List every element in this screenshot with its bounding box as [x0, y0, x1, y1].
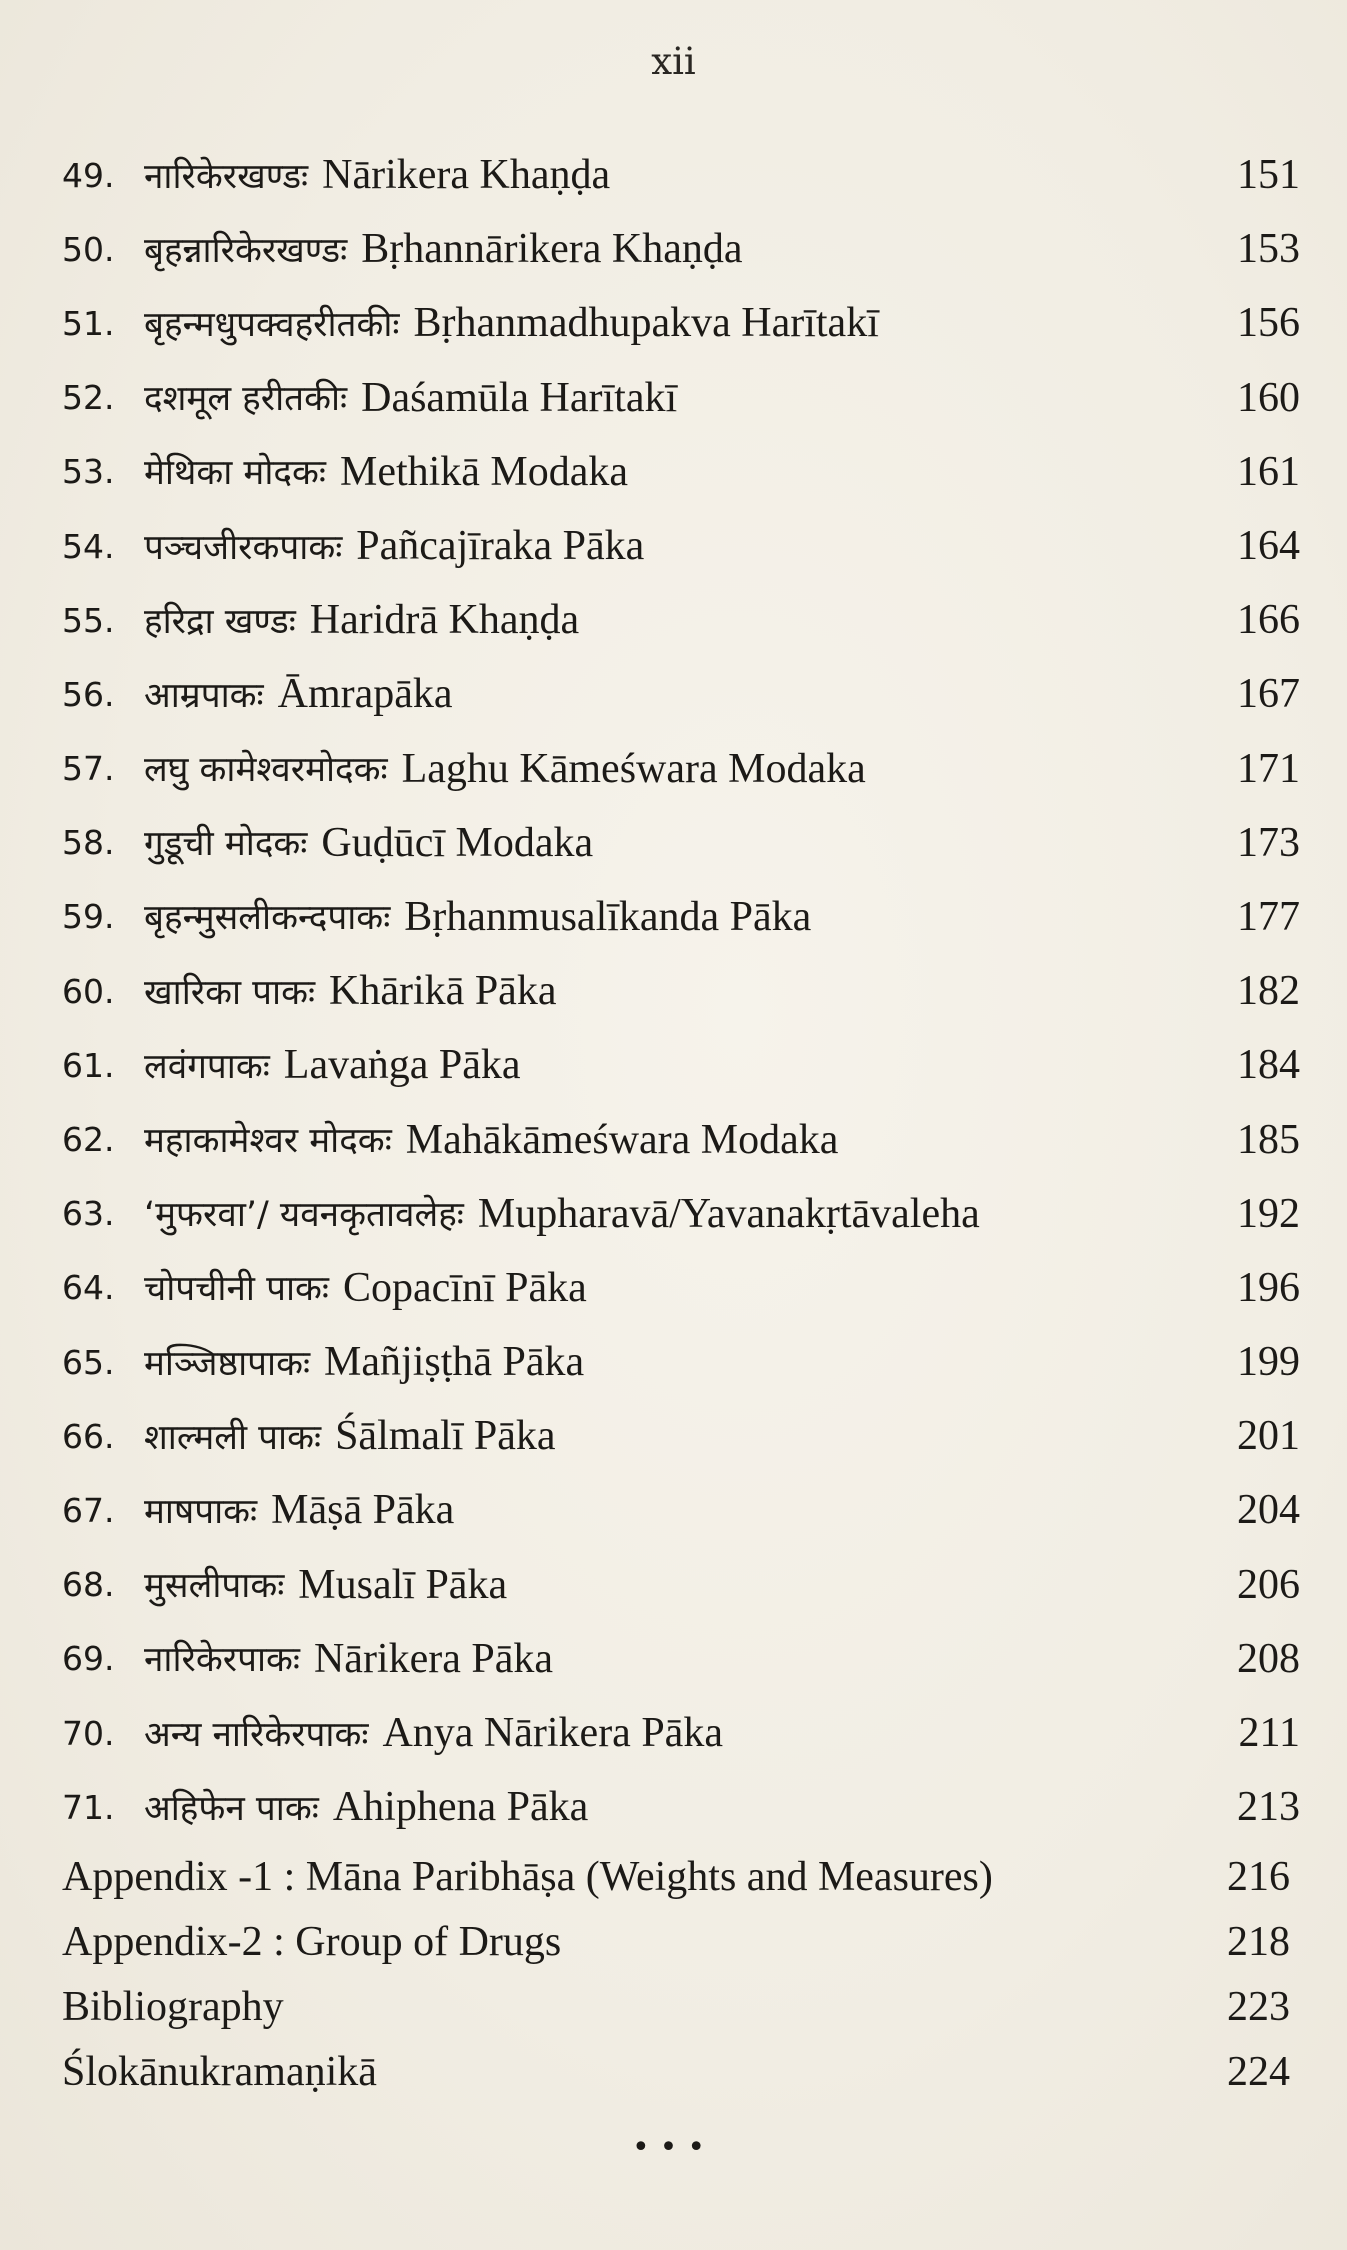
entry-number: 60.	[62, 971, 115, 1011]
appendix-title: Appendix-2 : Group of Drugs	[62, 1918, 562, 1965]
entry-roman-title: Daśamūla Harītakī	[361, 374, 678, 421]
toc-entry	[62, 1399, 1300, 1473]
entry-number: 66.	[62, 1416, 115, 1456]
entry-roman-title: Māṣā Pāka	[271, 1487, 455, 1534]
appendix-page-number: 218	[1227, 1918, 1290, 1965]
toc-entry	[62, 1473, 1300, 1547]
toc-entry	[62, 732, 1300, 806]
end-ornament: •••	[631, 2130, 716, 2165]
entry-devanagari-title: बृहन्मुसलीकन्दपाकः	[144, 898, 391, 939]
entry-devanagari-title: मेथिका मोदकः	[144, 453, 326, 494]
entry-roman-title: Ahiphena Pāka	[332, 1784, 589, 1831]
toc-entry	[62, 212, 1300, 286]
entry-page-number: 206	[1237, 1561, 1300, 1608]
entry-devanagari-title: नारिकेरखण्डः	[144, 156, 309, 197]
toc-appendix-entry	[62, 1974, 1300, 2039]
entry-roman-title: Āmrapāka	[277, 671, 453, 718]
toc-entry	[62, 1102, 1300, 1176]
entry-devanagari-title: अन्य नारिकेरपाकः	[144, 1714, 369, 1755]
entry-number: 64.	[62, 1268, 115, 1308]
appendix-page-number: 216	[1227, 1853, 1290, 1900]
toc-entry	[62, 361, 1300, 435]
entry-number: 70.	[62, 1713, 115, 1753]
entry-page-number: 192	[1237, 1190, 1300, 1237]
entry-number: 69.	[62, 1639, 115, 1679]
entry-roman-title: Haridrā Khaṇḍa	[309, 597, 580, 644]
entry-devanagari-title: हरिद्रा खण्डः	[144, 601, 296, 642]
entry-devanagari-title: बृहन्नारिकेरखण्डः	[144, 230, 348, 271]
entry-devanagari-title: शाल्मली पाकः	[144, 1417, 322, 1458]
entry-page-number: 211	[1238, 1710, 1300, 1757]
entry-page-number: 185	[1237, 1116, 1300, 1163]
toc-appendix-entry	[62, 1909, 1300, 1974]
entry-roman-title: Bṛhannārikera Khaṇḍa	[361, 226, 743, 273]
entry-page-number: 177	[1237, 893, 1300, 940]
toc-entry	[62, 435, 1300, 509]
entry-roman-title: Bṛhanmadhupakva Harītakī	[413, 300, 879, 347]
entry-number: 49.	[62, 155, 115, 195]
entry-number: 52.	[62, 378, 115, 418]
appendix-page-number: 223	[1227, 1983, 1290, 2030]
entry-page-number: 160	[1237, 374, 1300, 421]
entry-roman-title: Mañjiṣṭhā Pāka	[324, 1339, 585, 1386]
entry-devanagari-title: अहिफेन पाकः	[144, 1788, 319, 1829]
entry-page-number: 151	[1237, 152, 1300, 199]
entry-page-number: 156	[1237, 300, 1300, 347]
entry-page-number: 201	[1237, 1413, 1300, 1460]
entry-roman-title: Methikā Modaka	[339, 448, 629, 495]
toc-entry	[62, 1177, 1300, 1251]
entry-page-number: 171	[1237, 745, 1300, 792]
entry-number: 62.	[62, 1120, 115, 1160]
entry-devanagari-title: बृहन्मधुपक्वहरीतकीः	[144, 304, 400, 345]
entry-number: 61.	[62, 1045, 115, 1085]
entry-devanagari-title: लवंगपाकः	[144, 1046, 270, 1087]
entry-page-number: 161	[1237, 448, 1300, 495]
toc-entry	[62, 1622, 1300, 1696]
entry-devanagari-title: मुसलीपाकः	[144, 1566, 285, 1607]
entry-page-number: 184	[1237, 1042, 1300, 1089]
entry-number: 59.	[62, 897, 115, 937]
entry-roman-title: Lavaṅga Pāka	[283, 1042, 521, 1089]
entry-roman-title: Copacīnī Pāka	[342, 1264, 587, 1311]
entry-page-number: 199	[1237, 1339, 1300, 1386]
entry-devanagari-title: चोपचीनी पाकः	[144, 1269, 329, 1310]
entry-number: 71.	[62, 1787, 115, 1827]
entry-page-number: 196	[1237, 1264, 1300, 1311]
toc-entry	[62, 806, 1300, 880]
toc-entry	[62, 1325, 1300, 1399]
entry-page-number: 164	[1237, 523, 1300, 570]
toc-entry	[62, 583, 1300, 657]
entry-devanagari-title: गुडूची मोदकः	[144, 824, 308, 865]
entry-roman-title: Laghu Kāmeśwara Modaka	[401, 745, 866, 792]
entry-devanagari-title: ‘मुफरवा’/ यवनकृतावलेहः	[144, 1195, 464, 1236]
entry-number: 55.	[62, 600, 115, 640]
entry-devanagari-title: माषपाकः	[144, 1491, 258, 1532]
entry-number: 56.	[62, 674, 115, 714]
entry-roman-title: Khārikā Pāka	[329, 968, 557, 1015]
toc-entry	[62, 286, 1300, 360]
entry-page-number: 182	[1237, 968, 1300, 1015]
entry-page-number: 204	[1237, 1487, 1300, 1534]
entry-number: 63.	[62, 1194, 115, 1234]
entry-devanagari-title: मञ्जिष्ठापाकः	[144, 1343, 311, 1384]
toc-entry	[62, 1548, 1300, 1622]
page-number: xii	[651, 40, 696, 83]
entry-page-number: 166	[1237, 597, 1300, 644]
entry-devanagari-title: पञ्चजीरकपाकः	[144, 527, 343, 568]
entry-number: 68.	[62, 1565, 115, 1605]
toc-appendix-entry	[62, 1844, 1300, 1909]
appendix-page-number: 224	[1227, 2048, 1290, 2095]
entry-devanagari-title: आम्रपाकः	[144, 675, 264, 716]
appendix-title: Appendix -1 : Māna Paribhāṣa (Weights and Measures)	[62, 1853, 993, 1900]
entry-roman-title: Bṛhanmusalīkanda Pāka	[404, 893, 812, 940]
entry-number: 54.	[62, 526, 115, 566]
toc-entry	[62, 509, 1300, 583]
entry-devanagari-title: नारिकेरपाकः	[144, 1640, 300, 1681]
entry-page-number: 167	[1237, 671, 1300, 718]
entry-roman-title: Nārikera Khaṇḍa	[322, 152, 611, 199]
toc-entry	[62, 880, 1300, 954]
entry-roman-title: Śālmalī Pāka	[335, 1413, 556, 1460]
entry-page-number: 208	[1237, 1635, 1300, 1682]
entry-roman-title: Anya Nārikera Pāka	[382, 1710, 723, 1757]
toc-entry	[62, 657, 1300, 731]
entry-page-number: 153	[1237, 226, 1300, 273]
table-of-contents	[62, 138, 1300, 2104]
entry-roman-title: Musalī Pāka	[298, 1561, 508, 1608]
entry-roman-title: Nārikera Pāka	[313, 1635, 554, 1682]
toc-entry	[62, 138, 1300, 212]
entry-number: 51.	[62, 303, 115, 343]
entry-number: 53.	[62, 452, 115, 492]
entry-devanagari-title: खारिका पाकः	[144, 972, 316, 1013]
entry-devanagari-title: लघु कामेश्वरमोदकः	[144, 750, 388, 791]
toc-entry	[62, 1770, 1300, 1844]
entry-page-number: 213	[1237, 1784, 1300, 1831]
appendix-title: Bibliography	[62, 1983, 284, 2030]
entry-roman-title: Guḍūcī Modaka	[321, 819, 594, 866]
entry-devanagari-title: दशमूल हरीतकीः	[144, 379, 348, 420]
entry-page-number: 173	[1237, 819, 1300, 866]
toc-entry	[62, 1696, 1300, 1770]
toc-entry	[62, 1251, 1300, 1325]
entry-roman-title: Mahākāmeśwara Modaka	[405, 1116, 839, 1163]
entry-roman-title: Pañcajīraka Pāka	[356, 523, 645, 570]
entry-number: 67.	[62, 1490, 115, 1530]
entry-number: 57.	[62, 749, 115, 789]
entry-roman-title: Mupharavā/Yavanakṛtāvaleha	[477, 1190, 980, 1237]
entry-number: 65.	[62, 1342, 115, 1382]
toc-appendices	[62, 1844, 1300, 2104]
entry-number: 58.	[62, 823, 115, 863]
toc-entry	[62, 954, 1300, 1028]
toc-entries	[62, 138, 1300, 1844]
toc-entry	[62, 1028, 1300, 1102]
entry-number: 50.	[62, 229, 115, 269]
entry-devanagari-title: महाकामेश्वर मोदकः	[144, 1121, 392, 1162]
toc-appendix-entry	[62, 2039, 1300, 2104]
appendix-title: Ślokānukramaṇikā	[62, 2048, 377, 2095]
